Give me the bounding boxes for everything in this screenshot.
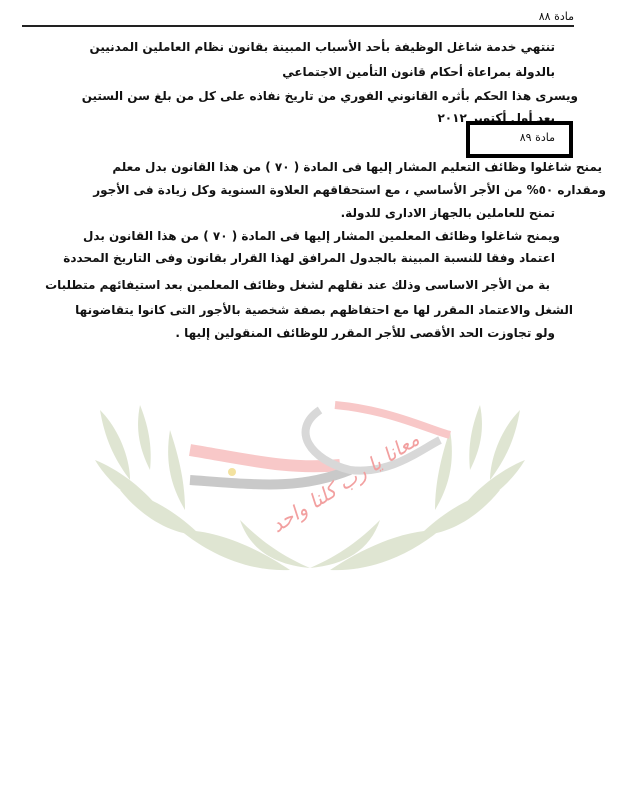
article-89-line: يمنح شاغلوا وظائف التعليم المشار إليها فى المادة ( ٧٠ ) من هذا القانون بدل معلم [112,160,602,174]
header-divider [22,25,574,27]
article-89-line: الشغل والاعتماد المقرر لها مع احتفاظهم بصفة شخصية بالأجور التى كانوا يتقاضونها [75,303,573,317]
article-88-line: تنتهي خدمة شاغل الوظيفة بأحد الأسباب المبينة بقانون نظام العاملين المدنيين [89,40,555,54]
article-89-line: ولو تجاوزت الحد الأقصى للأجر المقرر للوظائف المنقولين إليها . [175,326,555,340]
article-88-line: ويسرى هذا الحكم بأثره القانوني الفوري من تاريخ نفاذه على كل من بلغ سن الستين [81,89,578,103]
article-89-title: مادة ٨٩ [519,131,555,144]
article-89-line: اعتماد وفقا للنسبة المبينة بالجدول المرافق لهذا القرار بقانون وفى التاريخ المحددة [63,251,555,265]
article-89-line: ومقداره ٥٠% من الأجر الأساسي ، مع استحقاقهم العلاوة السنوية وكل زيادة فى الأجور [93,183,606,197]
article-88-title: مادة ٨٨ [538,10,574,23]
laurel-ribbon-icon [90,390,530,580]
watermark-emblem [90,390,530,580]
article-89-line: ويمنح شاغلوا وظائف المعلمين المشار إليها فى المادة ( ٧٠ ) من هذا القانون بدل [83,229,560,243]
article-89-line: بة من الأجر الاساسى وذلك عند نقلهم لشغل وظائف المعلمين بعد استيفائهم متطلبات [45,278,550,292]
article-89-line: تمنح للعاملين بالجهاز الادارى للدولة. [340,206,555,220]
watermark-text: معانا يا رب كلنا واحد [266,426,424,538]
article-88-line: بالدولة بمراعاة أحكام قانون التأمين الاجتماعي [282,65,555,79]
article-88-line: بعد أول أكتوبر ٢٠١٢ [437,111,555,125]
